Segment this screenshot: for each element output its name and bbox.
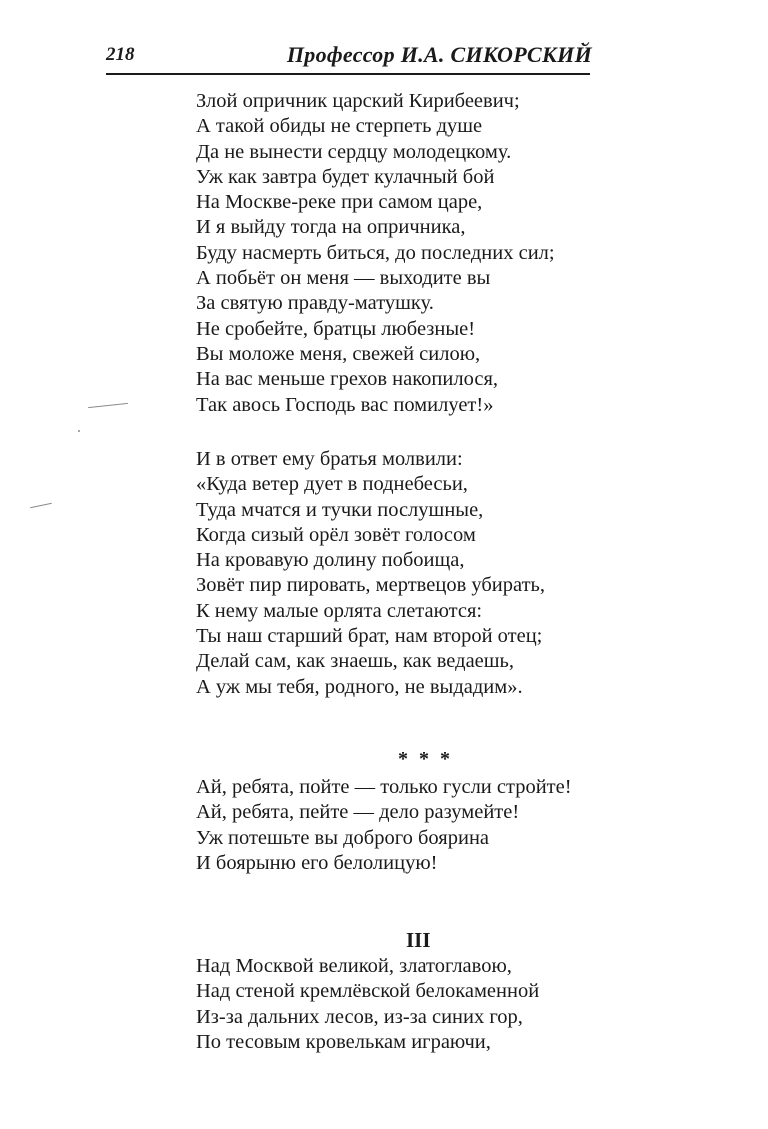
stanza-2 — [196, 447, 545, 700]
verse-line: Да не вынести сердцу молодецкому. — [196, 140, 512, 163]
margin-mark — [30, 503, 52, 509]
verse-line: Делай сам, как знаешь, как ведаешь, — [196, 650, 515, 673]
verse-line: Зовёт пир пировать, мертвецов убирать, — [196, 574, 546, 597]
verse-line: На Москве-реке при самом царе, — [196, 191, 483, 214]
verse-line: И боярыню его белолицую! — [196, 851, 438, 874]
running-head-title: Профессор И.А. СИКОРСКИЙ — [286, 42, 592, 67]
verse-line: А побьёт он меня — выходите вы — [196, 267, 491, 290]
verse-line: А уж мы тебя, родного, не выдадим». — [196, 675, 523, 698]
verse-line: Когда сизый орёл зовёт голосом — [196, 523, 476, 546]
header-rule — [106, 73, 590, 75]
verse-line: Уж потешьте вы доброго боярина — [196, 826, 490, 849]
verse-line: На вас меньше грехов накопилося, — [196, 368, 498, 391]
verse-line: Буду насмерть биться, до последних сил; — [196, 241, 555, 264]
stanza-3 — [196, 775, 572, 876]
verse-line: На кровавую долину побоища, — [196, 549, 465, 572]
running-head — [106, 42, 592, 72]
verse-line: И я выйду тогда на опричника, — [196, 216, 466, 239]
stanza-1 — [196, 89, 555, 418]
stanza-4 — [196, 954, 539, 1055]
verse-line: Уж как завтра будет кулачный бой — [196, 165, 495, 188]
margin-dot — [78, 430, 80, 432]
verse-line: Вы моложе меня, свежей силою, — [196, 342, 481, 365]
section-number: III — [406, 928, 431, 952]
verse-line: Туда мчатся и тучки послушные, — [196, 498, 484, 521]
verse-line: К нему малые орлята слетаются: — [196, 599, 483, 622]
verse-line: Злой опричник царский Кирибеевич; — [196, 90, 520, 112]
verse-line: Ты наш старший брат, нам второй отец; — [196, 625, 543, 648]
verse-line: Не сробейте, братцы любезные! — [196, 317, 476, 340]
verse-line: Ай, ребята, пойте — только гусли стройте! — [196, 776, 572, 798]
verse-line: За святую правду-матушку. — [196, 292, 434, 315]
margin-mark — [88, 403, 128, 408]
verse-line: Над стеной кремлёвской белокаменной — [196, 980, 540, 1003]
verse-line: По тесовым кровелькам играючи, — [196, 1030, 491, 1053]
page-number: 218 — [106, 44, 135, 65]
verse-line: Так авось Господь вас помилует!» — [196, 393, 494, 416]
verse-line: А такой обиды не стерпеть душе — [196, 115, 483, 138]
verse-line: «Куда ветер дует в поднебесьи, — [196, 473, 468, 496]
verse-line: Ай, ребята, пейте — дело разумейте! — [196, 801, 520, 824]
section-separator: * * * — [398, 748, 453, 770]
verse-line: Над Москвой великой, златоглавою, — [196, 955, 512, 977]
verse-line: Из-за дальних лесов, из-за синих гор, — [196, 1005, 523, 1028]
verse-line: И в ответ ему братья молвили: — [196, 448, 463, 470]
